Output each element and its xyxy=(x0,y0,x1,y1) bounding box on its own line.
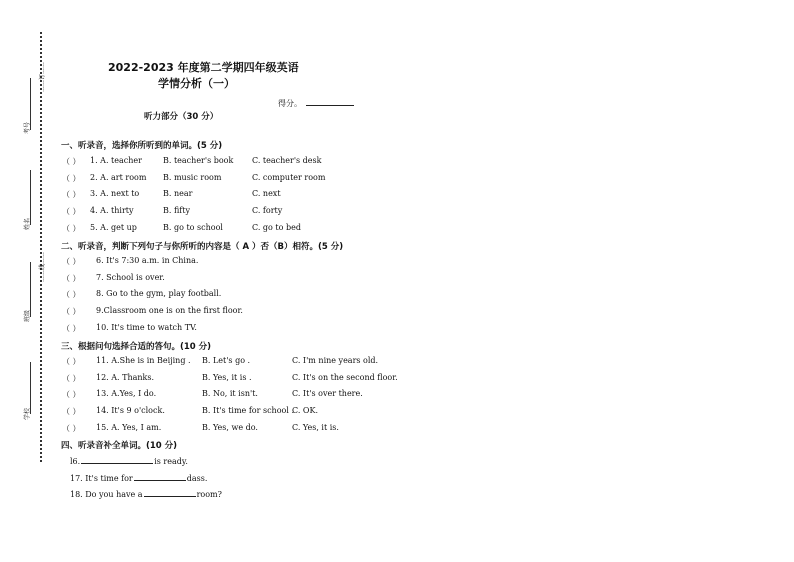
statement-text: 6. It's 7:30 a.m. in China. xyxy=(96,256,199,265)
statement-text: 10. It's time to watch TV. xyxy=(96,322,197,332)
answer-paren: （ ） xyxy=(62,190,81,200)
cut-mark-xian: ……线…… xyxy=(39,251,46,282)
cut-mark-ding: ……订…… xyxy=(39,61,46,92)
fill-blank-question xyxy=(70,489,222,499)
answer-blank[interactable] xyxy=(134,473,186,481)
score-label: 得分。 xyxy=(278,99,302,108)
option-c: C. OK. xyxy=(292,406,318,416)
option-c: C. computer room xyxy=(252,172,326,182)
score-blank xyxy=(306,98,354,106)
answer-paren: （ ） xyxy=(62,323,81,333)
option-a: 3. A. next to xyxy=(90,189,140,199)
answer-paren: （ ） xyxy=(62,157,81,166)
statement-text: 9.Classroom one is on the first floor. xyxy=(96,306,243,316)
school-label: 学校 xyxy=(24,407,31,420)
option-c: C. go to bed xyxy=(252,222,301,232)
statement-text: 8. Go to the gym, play football. xyxy=(96,289,222,299)
answer-blank[interactable] xyxy=(81,456,153,464)
answer-paren: （ ） xyxy=(62,373,81,383)
option-a: 11. A.She is in Beijing . xyxy=(96,356,191,365)
option-c: C. forty xyxy=(252,206,283,216)
class-line xyxy=(30,262,31,317)
option-a: 4. A. thirty xyxy=(90,206,134,216)
option-a: 14. It's 9 o'clock. xyxy=(96,406,165,416)
listening-part-heading: 听力部分（30 分） xyxy=(144,112,219,122)
question-suffix: is ready. xyxy=(154,457,188,466)
statement-text: 7. School is over. xyxy=(96,272,165,282)
option-b: B. No, it isn't. xyxy=(202,389,258,399)
option-a: 2. A. art room xyxy=(90,172,147,182)
option-b: B. Let's go . xyxy=(202,356,251,365)
answer-paren: （ ） xyxy=(62,407,81,417)
question-prefix: 18. Do you have a xyxy=(70,490,143,500)
answer-paren: （ ） xyxy=(62,257,81,266)
binding-dotted-line xyxy=(40,32,42,462)
question-prefix: 17. It's time for xyxy=(70,473,133,483)
section-4-heading: 四、听录音补全单词。(10 分) xyxy=(61,441,178,451)
option-b: B. Yes, we do. xyxy=(202,422,258,432)
option-a: 5. A. get up xyxy=(90,222,137,232)
exam-subtitle: 学情分析（一） xyxy=(158,77,235,90)
option-a: 15. A. Yes, I am. xyxy=(96,422,162,432)
name-line xyxy=(30,170,31,225)
answer-paren: （ ） xyxy=(62,290,81,300)
option-b: B. near xyxy=(163,189,193,199)
option-b: B. teacher's book xyxy=(163,156,234,165)
section-3-heading: 三、根据问句选择合适的答句。(10 分) xyxy=(61,342,212,352)
answer-paren: （ ） xyxy=(62,357,81,366)
question-suffix: room? xyxy=(196,490,222,500)
option-b: B. music room xyxy=(163,172,222,182)
option-b: B. go to school xyxy=(163,222,223,232)
name-label: 姓名 xyxy=(24,217,31,230)
answer-paren: （ ） xyxy=(62,173,81,183)
option-a: 13. A.Yes, I do. xyxy=(96,389,157,399)
section-1-heading: 一、听录音，选择你所听到的单词。(5 分) xyxy=(61,141,223,151)
exam-title: 2022-2023 年度第二学期四年级英语 xyxy=(108,61,299,74)
option-c: C. Yes, it is. xyxy=(292,422,339,432)
option-c: C. teacher's desk xyxy=(252,156,322,165)
exam-number-label: 考号 xyxy=(24,121,31,134)
school-line xyxy=(30,362,31,414)
answer-paren: （ ） xyxy=(62,223,81,233)
option-b: B. It's time for school . xyxy=(202,406,294,416)
answer-paren: （ ） xyxy=(62,307,81,317)
option-a: 1. A. teacher xyxy=(90,156,142,165)
fill-blank-question xyxy=(70,456,188,466)
option-c: C. It's on the second floor. xyxy=(292,372,398,382)
answer-paren: （ ） xyxy=(62,423,81,433)
option-c: C. It's over there. xyxy=(292,389,363,399)
answer-paren: （ ） xyxy=(62,207,81,217)
option-b: B. Yes, it is . xyxy=(202,372,252,382)
fill-blank-question xyxy=(70,473,207,483)
answer-blank[interactable] xyxy=(144,489,196,497)
question-suffix: dass. xyxy=(186,473,208,483)
option-c: C. I'm nine years old. xyxy=(292,356,379,365)
option-c: C. next xyxy=(252,189,281,199)
question-prefix: l6. xyxy=(70,457,81,466)
answer-paren: （ ） xyxy=(62,390,81,400)
class-label: 班级 xyxy=(24,309,31,322)
option-a: 12. A. Thanks. xyxy=(96,372,155,382)
score-field xyxy=(278,98,354,109)
option-b: B. fifty xyxy=(163,206,190,216)
answer-paren: （ ） xyxy=(62,273,81,283)
section-2-heading: 二、听录音，判断下列句子与你所听的内容是（ A ）否（B）相符。(5 分) xyxy=(61,242,344,252)
